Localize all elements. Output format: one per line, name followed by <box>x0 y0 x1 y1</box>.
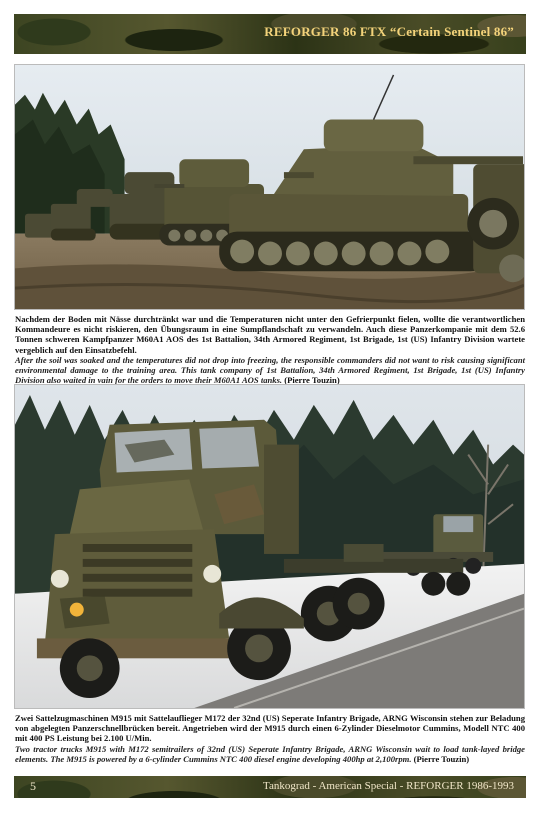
tank-photo-illustration <box>15 65 524 309</box>
photo-credit: (Pierre Touzin) <box>413 753 470 764</box>
caption-german: Zwei Sattelzugmaschinen M915 mit Sattelauflieger M172 der 32nd (US) Seperate Infantry Brigade, ARNG Wisconsin stehen zur Beladung von abgelegten Panzerschnellbrücken bereit. Angetrieben wird der M915 durch einen 6-Zylinder Dieselmotor Cummins, Modell NTC 400 mit 400 PS Leistung bei 2.100 U/Min. <box>15 713 525 744</box>
photo-tank-column <box>14 64 525 310</box>
photo-m915-trucks <box>14 384 525 709</box>
photo-credit: (Pierre Touzin) <box>284 375 340 386</box>
caption-german: Nachdem der Boden mit Nässe durchtränkt war und die Temperaturen nicht unter den Gefrierpunkt fielen, wollte die verantwortlichen Kommandeure es nicht riskieren, den Übungsraum in eine Sumpflandschaft zu verwandeln. Auch diese Panzerkompanie mit dem 52.6 Tonnen schweren Kampfpanzer M60A1 AOS des 1st Battalion, 34th Armored Regiment, 1st Brigade, 1st (US) Infantry Division wartete vergeblich auf den Einsatzbefehl. <box>15 314 525 355</box>
caption-m915-trucks <box>15 713 525 764</box>
footer-publication-title: Tankograd - American Special - REFORGER 1986-1993 <box>263 780 514 792</box>
caption-english: After the soil was soaked and the temperatures did not drop into freezing, the responsible commanders did not want to risk causing significant environmental damage to the training area. This tank company of 1st Battalion, 34th Armored Regiment, 1st Brigade, 1st (US) Infantry Division also waited in vain for the orders to move their M60A1 AOS tanks. <box>15 354 525 386</box>
truck-photo-illustration <box>15 385 524 708</box>
header-bar <box>14 14 526 54</box>
caption-english: Two tractor trucks M915 with M172 semitrailers of 32nd (US) Seperate Infantry Brigade, ARNG Wisconsin wait to load tank-layed bridge elements. The M915 is powered by a 6-cylinder Cummins NTC 400 diesel engine developing 400hp at 2,100rpm. <box>15 743 525 764</box>
footer-bar <box>14 776 526 798</box>
page-title: REFORGER 86 FTX “Certain Sentinel 86” <box>264 24 514 39</box>
page-number: 5 <box>30 779 36 793</box>
caption-tank-column <box>15 314 525 385</box>
